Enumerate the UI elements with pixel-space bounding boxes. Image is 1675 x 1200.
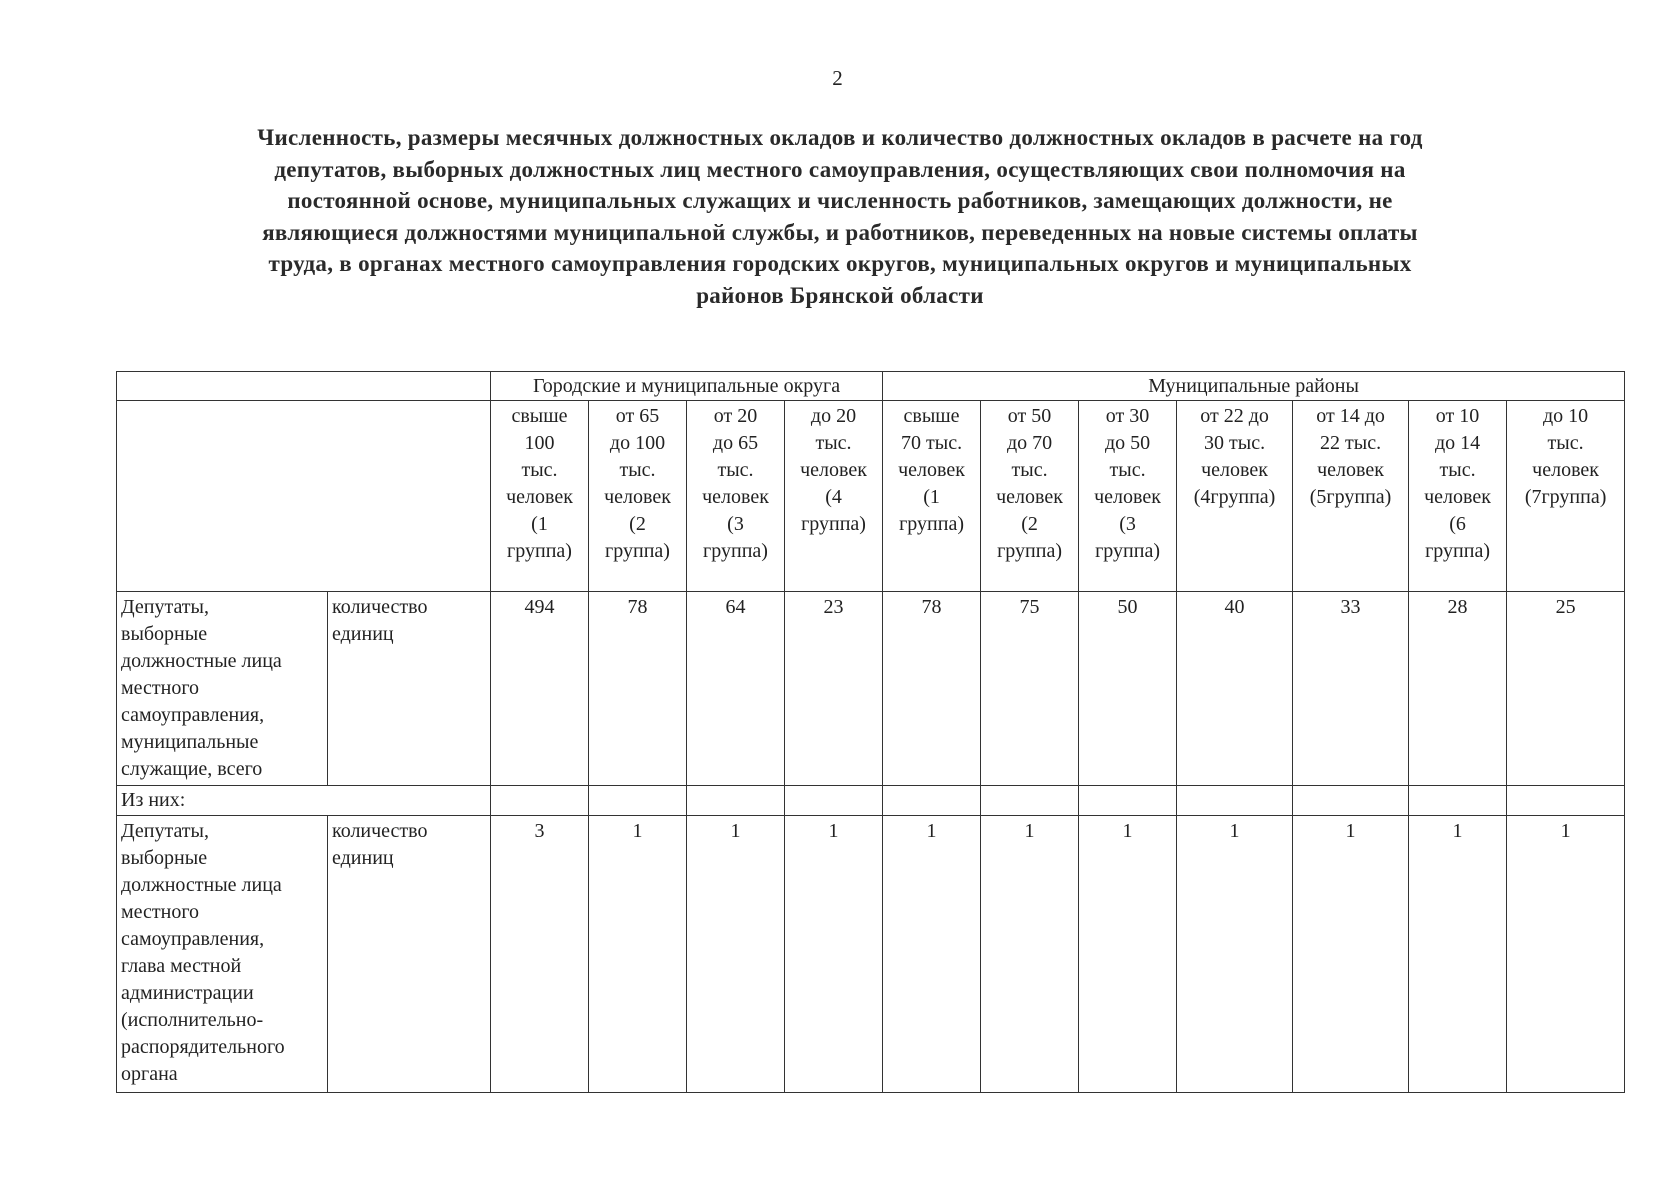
row-unit-heads [328, 816, 491, 1093]
empty-cell [1507, 786, 1625, 816]
table-cell: 78 [883, 592, 981, 786]
staffing-table [116, 371, 1625, 1093]
empty-cell [883, 786, 981, 816]
column-header-line: (3 [1119, 513, 1136, 535]
column-header-line: тыс. [619, 459, 656, 481]
table-cell: 25 [1507, 592, 1625, 786]
column-header-line: от 50 [1007, 405, 1052, 427]
column-header-line: (4 [825, 486, 842, 508]
column-header-line: группа) [703, 540, 768, 562]
column-header-line: 30 тыс. [1204, 432, 1266, 454]
column-header-line: тыс. [717, 459, 754, 481]
title-line: труда, в органах местного самоуправления городских округов, муниципальных округов и муниципальных [268, 251, 1412, 276]
column-header-line: (3 [727, 513, 744, 535]
table-cell: 1 [589, 816, 687, 1093]
column-header-line: (4группа) [1193, 486, 1276, 508]
column-header-line: человек [1201, 459, 1268, 481]
column-header-line: группа) [1095, 540, 1160, 562]
column-header-line: человек [800, 459, 867, 481]
column-header-line: группа) [997, 540, 1062, 562]
row-label-heads [117, 816, 328, 1093]
table-cell: 64 [687, 592, 785, 786]
column-header [785, 401, 883, 592]
table-cell: 1 [1293, 816, 1409, 1093]
table-cell: 3 [491, 816, 589, 1093]
label-line: муниципальные [121, 731, 259, 753]
unit-line: количество [332, 596, 428, 618]
column-header-line: (6 [1449, 513, 1466, 535]
table-row-of-which [117, 786, 1625, 816]
table-cell: 50 [1079, 592, 1177, 786]
column-header [1507, 401, 1625, 592]
group-header-districts: Муниципальные районы [883, 372, 1625, 401]
column-header-line: до 65 [712, 432, 759, 454]
column-header-line: до 20 [810, 405, 857, 427]
table-cell: 75 [981, 592, 1079, 786]
column-header-line: (1 [923, 486, 940, 508]
table-cell: 1 [785, 816, 883, 1093]
label-line: местного [121, 677, 200, 699]
title-line: районов Брянской области [696, 282, 984, 308]
title-line: являющиеся должностями муниципальной службы, и работников, переведенных на новые системы оплаты [262, 219, 1418, 245]
table-cell: 1 [1409, 816, 1507, 1093]
column-header-line: до 70 [1006, 432, 1053, 454]
label-line: органа [121, 1063, 178, 1085]
column-header-line: тыс. [1109, 459, 1146, 481]
group-header-row [117, 372, 1625, 401]
row-label-of-which: Из них: [117, 786, 491, 816]
column-header [981, 401, 1079, 592]
column-header-line: до 50 [1104, 432, 1151, 454]
column-header-line: (5группа) [1309, 486, 1392, 508]
table-cell: 40 [1177, 592, 1293, 786]
column-header-line: от 14 до [1316, 405, 1385, 427]
column-header [1079, 401, 1177, 592]
title-line: депутатов, выборных должностных лиц местного самоуправления, осуществляющих свои полномочия на [274, 156, 1406, 182]
label-line: служащие, всего [121, 758, 263, 780]
table-cell: 1 [981, 816, 1079, 1093]
column-header-line: человек [996, 486, 1063, 508]
column-header-line: 70 тыс. [901, 432, 963, 454]
empty-header-cell [117, 401, 491, 592]
column-header-line: свыше [511, 405, 568, 427]
column-header-line: группа) [899, 513, 964, 535]
unit-line: количество [332, 820, 428, 842]
column-header-line: до 10 [1542, 405, 1589, 427]
label-line: распорядительного [121, 1036, 285, 1058]
column-header-line: человек [1532, 459, 1599, 481]
label-line: глава местной [121, 955, 242, 977]
empty-cell [1079, 786, 1177, 816]
empty-cell [981, 786, 1079, 816]
column-header-line: человек [702, 486, 769, 508]
column-header-line: группа) [605, 540, 670, 562]
column-header [589, 401, 687, 592]
column-header-line: от 22 до [1200, 405, 1269, 427]
table-cell: 1 [1079, 816, 1177, 1093]
label-line: самоуправления, [121, 928, 265, 950]
column-header-line: до 14 [1434, 432, 1481, 454]
column-header-line: тыс. [521, 459, 558, 481]
column-header [687, 401, 785, 592]
table-cell: 1 [687, 816, 785, 1093]
empty-cell [491, 786, 589, 816]
column-header-line: тыс. [1439, 459, 1476, 481]
column-header-line: человек [506, 486, 573, 508]
column-header-line: 22 тыс. [1320, 432, 1382, 454]
label-line: выборные [121, 623, 208, 645]
unit-line: единиц [332, 847, 394, 869]
title-line: Численность, размеры месячных должностных окладов и количество должностных окладов в расчете на год [257, 125, 1423, 150]
table-cell: 1 [1507, 816, 1625, 1093]
column-header-line: от 10 [1435, 405, 1480, 427]
column-header-line: от 65 [615, 405, 660, 427]
label-line: должностные лица [121, 874, 282, 896]
column-header-line: тыс. [815, 432, 852, 454]
label-line: Депутаты, [121, 596, 209, 618]
column-header-line: человек [1317, 459, 1384, 481]
empty-cell [1177, 786, 1293, 816]
sub-header-row [117, 401, 1625, 592]
table-cell: 1 [883, 816, 981, 1093]
table-cell: 494 [491, 592, 589, 786]
table-cell: 23 [785, 592, 883, 786]
column-header-line: группа) [507, 540, 572, 562]
column-header [883, 401, 981, 592]
column-header-line: до 100 [609, 432, 666, 454]
label-line: должностные лица [121, 650, 282, 672]
title-line: постоянной основе, муниципальных служащих и численность работников, замещающих должности, не [287, 188, 1393, 213]
column-header-line: (2 [1021, 513, 1038, 535]
column-header-line: тыс. [1547, 432, 1584, 454]
column-header [491, 401, 589, 592]
column-header [1177, 401, 1293, 592]
empty-cell [1293, 786, 1409, 816]
table-cell: 1 [1177, 816, 1293, 1093]
unit-line: единиц [332, 623, 394, 645]
table-cell: 78 [589, 592, 687, 786]
label-line: самоуправления, [121, 704, 265, 726]
label-line: Депутаты, [121, 820, 209, 842]
column-header-line: (2 [629, 513, 646, 535]
column-header-line: человек [1424, 486, 1491, 508]
group-header-urban: Городские и муниципальные округа [491, 372, 883, 401]
column-header-line: свыше [903, 405, 960, 427]
column-header-line: группа) [801, 513, 866, 535]
column-header-line: тыс. [1011, 459, 1048, 481]
column-header-line: от 20 [713, 405, 758, 427]
label-line: (исполнительно- [121, 1009, 264, 1031]
row-unit-total [328, 592, 491, 786]
column-header-line: группа) [1425, 540, 1490, 562]
table-cell: 28 [1409, 592, 1507, 786]
label-line: администрации [121, 982, 254, 1004]
column-header-line: (1 [531, 513, 548, 535]
column-header-line: 100 [524, 432, 555, 454]
column-header-line: (7группа) [1524, 486, 1607, 508]
table-cell: 33 [1293, 592, 1409, 786]
column-header-line: человек [898, 459, 965, 481]
column-header [1293, 401, 1409, 592]
empty-cell [785, 786, 883, 816]
table-row-total [117, 592, 1625, 786]
empty-header-cell [117, 372, 491, 401]
table-row-heads [117, 816, 1625, 1093]
column-header [1409, 401, 1507, 592]
empty-cell [589, 786, 687, 816]
page-title [140, 122, 1540, 311]
label-line: местного [121, 901, 200, 923]
empty-cell [1409, 786, 1507, 816]
column-header-line: от 30 [1105, 405, 1150, 427]
empty-cell [687, 786, 785, 816]
page-number: 2 [832, 66, 843, 90]
label-line: выборные [121, 847, 208, 869]
column-header-line: человек [604, 486, 671, 508]
column-header-line: человек [1094, 486, 1161, 508]
row-label-total [117, 592, 328, 786]
